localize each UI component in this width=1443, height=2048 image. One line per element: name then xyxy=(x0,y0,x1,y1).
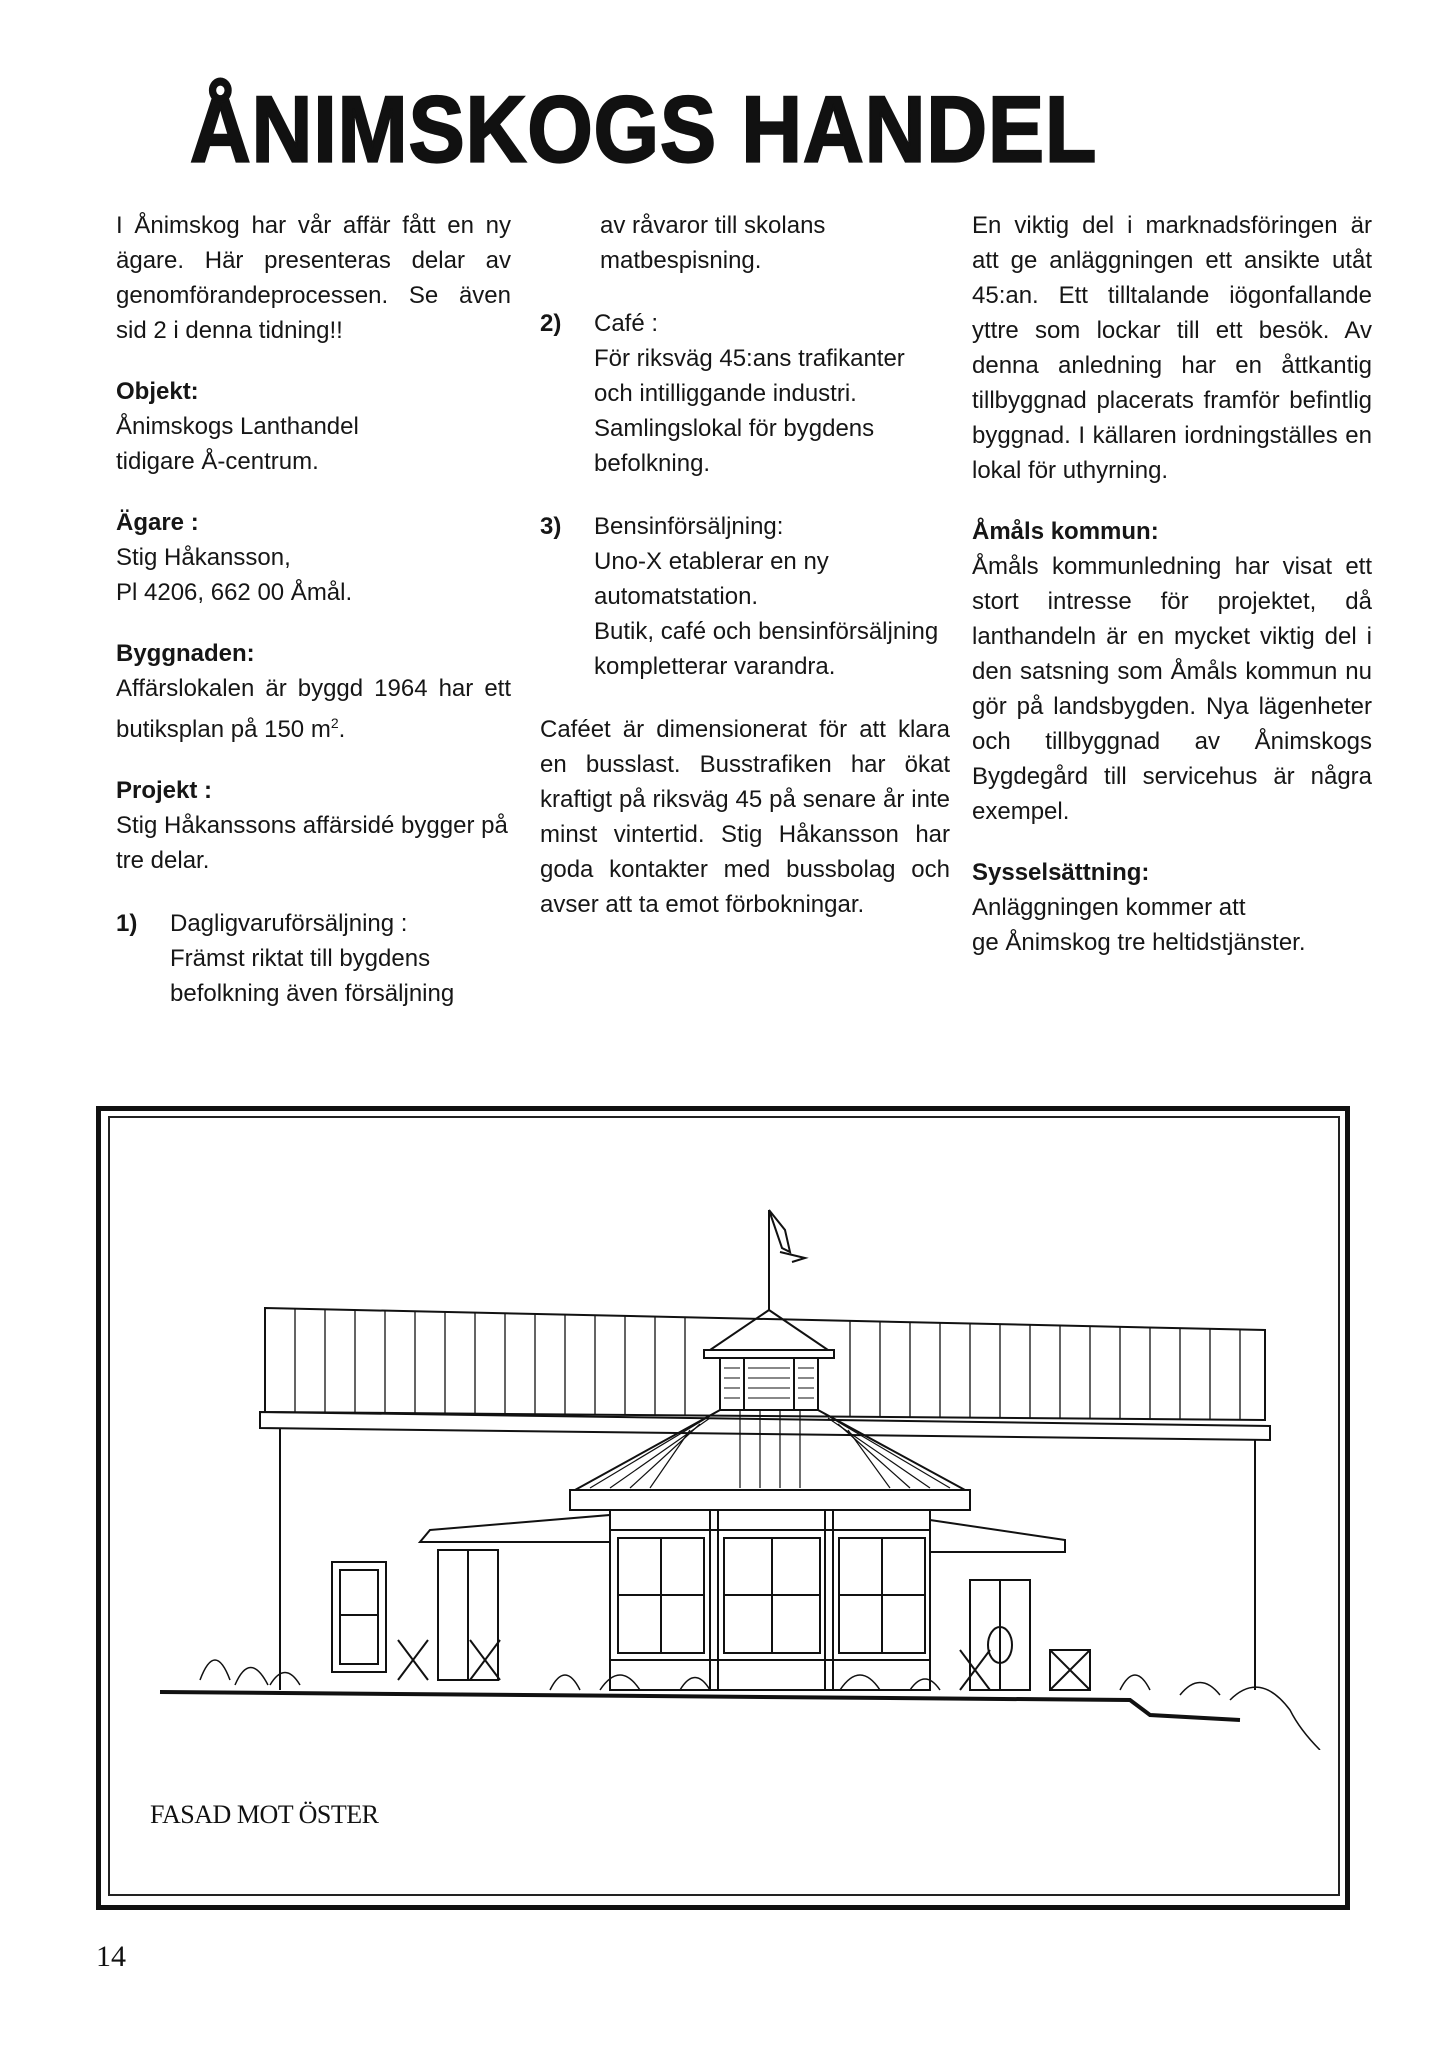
byggnaden-text-main: Affärslokalen är byggd 1964 har ett butiksplan på 150 m xyxy=(116,675,511,743)
section-heading-amals-kommun: Åmåls kommun: xyxy=(972,518,1159,545)
section-heading-agare: Ägare : xyxy=(116,509,199,536)
left-porch xyxy=(332,1515,610,1680)
list-item-title: Café : xyxy=(594,310,659,337)
section-heading-byggnaden: Byggnaden: xyxy=(116,640,255,667)
projekt-text: Stig Håkanssons affärsidé bygger på tre delar. xyxy=(116,812,508,874)
section-line: Anläggningen kommer att xyxy=(972,894,1246,921)
list-number: 2) xyxy=(540,310,562,337)
list-item-text: Främst riktat till bygdens befolkning även försäljning xyxy=(170,945,455,1007)
byggnaden-text-end: . xyxy=(338,716,346,743)
list-item-1 xyxy=(116,906,511,1011)
list-item-1-continued: av råvaror till skolans matbespisning. xyxy=(600,212,826,274)
section-line: Stig Håkansson, xyxy=(116,544,291,571)
right-porch xyxy=(930,1520,1090,1690)
list-item-title: Dagligvaruförsäljning : xyxy=(170,910,408,937)
section-heading-projekt: Projekt : xyxy=(116,777,213,804)
marketing-paragraph: En viktig del i marknadsföringen är att ge anläggningen ett ansikte utåt 45:an. Ett tilltalande iögonfallande yttre som lockar till ett besök. Av denna anledning har en åttkantig tillbyggnad placerats framför befintlig byggnad. I källaren iordningställes en lokal för uthyrning. xyxy=(972,212,1372,484)
main-walls xyxy=(280,1428,1255,1690)
list-item-title: Bensinförsäljning: xyxy=(594,513,784,540)
octagon-roof xyxy=(570,1410,970,1510)
page-number: 14 xyxy=(96,1940,126,1973)
list-item-text: För riksväg 45:ans trafikanter och intilliggande industri. xyxy=(594,345,905,407)
list-item-text: Butik, café och bensinförsäljning kompletterar varandra. xyxy=(594,618,939,680)
list-item-2 xyxy=(540,306,950,481)
cupola xyxy=(704,1310,834,1410)
list-item-3 xyxy=(540,509,950,684)
section-line: ge Ånimskog tre heltidstjänster. xyxy=(972,929,1306,956)
cafe-paragraph: Caféet är dimensionerat för att klara en busslast. Busstrafiken har ökat kraftigt på riksväg 45 på senare år inte minst vintertid. Stig Håkansson har goda kontakter med bussbolag och avser att ta emot förbokningar. xyxy=(540,716,950,918)
weathervane-icon xyxy=(769,1210,805,1310)
octagon-windows xyxy=(610,1510,930,1690)
column-3 xyxy=(972,208,1372,960)
section-line: Ånimskogs Lanthandel xyxy=(116,413,359,440)
article-title: ÅNIMSKOGS HANDEL xyxy=(190,76,1098,182)
column-2 xyxy=(540,208,950,922)
section-heading-objekt: Objekt: xyxy=(116,378,199,405)
list-number: 3) xyxy=(540,513,562,540)
main-roof xyxy=(260,1308,1270,1440)
column-1 xyxy=(116,208,511,1011)
section-line: Pl 4206, 662 00 Åmål. xyxy=(116,579,353,606)
superscript: 2 xyxy=(330,715,339,731)
list-number: 1) xyxy=(116,910,138,937)
building-facade-drawing xyxy=(120,1190,1340,1750)
list-item-text: Samlingslokal för bygdens befolkning. xyxy=(594,415,875,477)
intro-paragraph: I Ånimskog har vår affär fått en ny ägare. Här presenteras delar av genomförandeprocessen. Se även sid 2 i denna tidning!! xyxy=(116,212,511,344)
list-item-text: Uno-X etablerar en ny automatstation. xyxy=(594,548,829,610)
section-heading-sysselsattning: Sysselsättning: xyxy=(972,859,1150,886)
figure-caption: FASAD MOT ÖSTER xyxy=(150,1800,379,1829)
amals-kommun-text: Åmåls kommunledning har visat ett stort intresse för projektet, då lanthandeln är en mycket viktig del i den satsning som Åmåls kommun nu gör på landsbygden. Nya lägenheter och tillbyggnad av Ånimskogs Bygdegård till servicehus är några exempel. xyxy=(972,553,1372,825)
section-line: tidigare Å-centrum. xyxy=(116,448,319,475)
ground-line xyxy=(160,1692,1240,1720)
byggnaden-text xyxy=(116,671,511,747)
